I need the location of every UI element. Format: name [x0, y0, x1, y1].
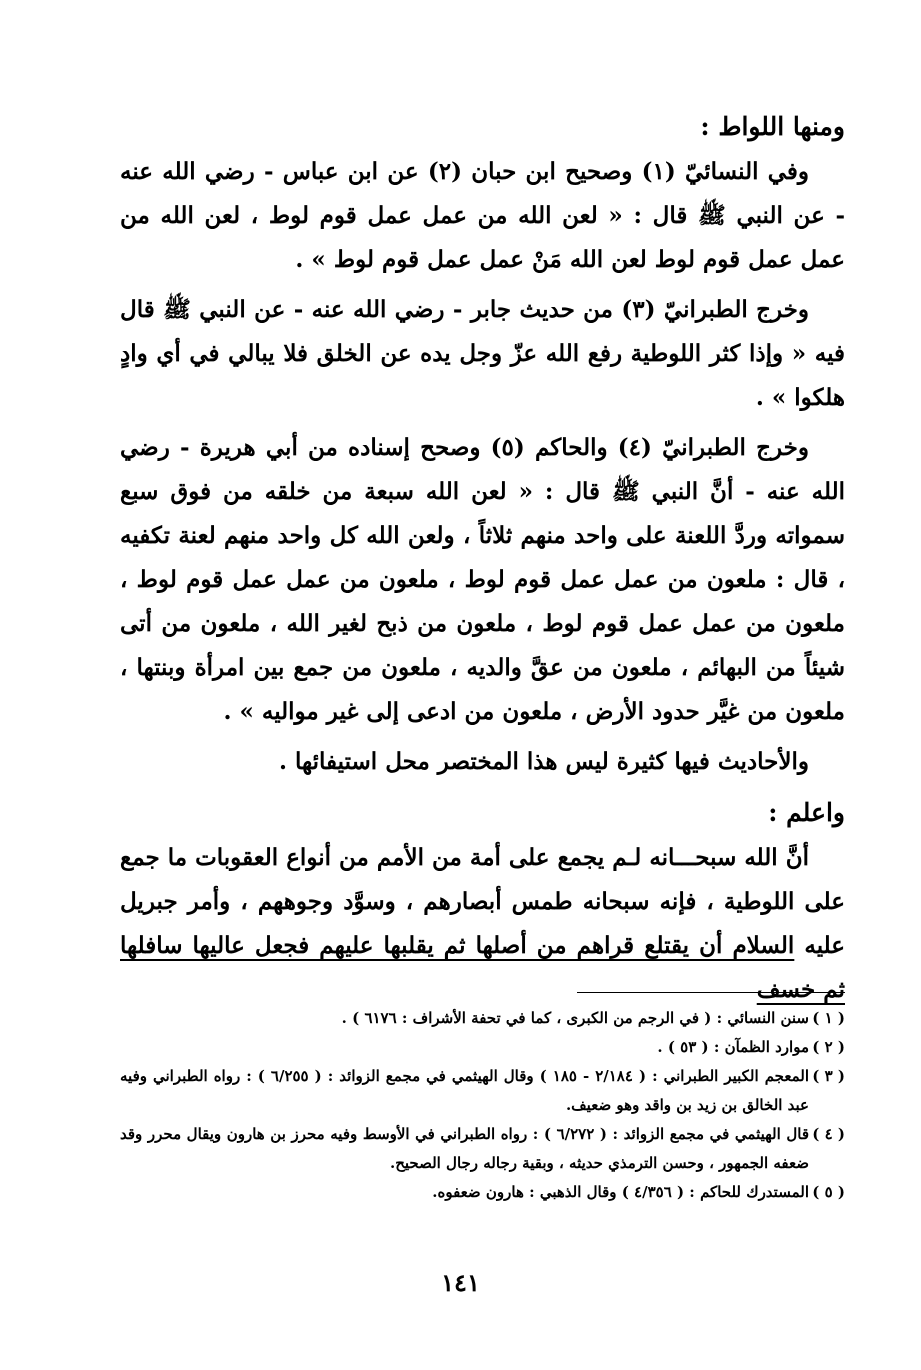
- paragraph-tabarani-jabir: وخرج الطبرانيّ (٣) من حديث جابر - رضي الله عنه - عن النبي ﷺ قال فيه « وإذا كثر اللوطية رفع الله عزّ وجل يده عن الخلق فلا يبالي في أي وادٍ هلكوا » .: [120, 296, 845, 411]
- main-text: [120, 104, 845, 1012]
- section-heading-know: واعلم :: [768, 798, 845, 827]
- paragraph-tabarani-hakim: وخرج الطبرانيّ (٤) والحاكم (٥) وصحح إسناده من أبي هريرة - رضي الله عنه - أنَّ النبي ﷺ قال : « لعن الله سبعة من خلقه من فوق سبع سمواته وردَّ اللعنة على واحد منهم ثلاثاً ، ولعن الله كل واحد منهم لعنة تكفيه ، قال : ملعون من عمل عمل قوم لوط ، ملعون من عمل عمل قوم لوط ، ملعون من عمل عمل قوم لوط ، ملعون من ذبح لغير الله ، ملعون من أتى شيئاً من البهائم ، ملعون من عقَّ والديه ، ملعون من جمع بين امرأة وبنتها ، ملعون من غيَّر حدود الأرض ، ملعون من ادعى إلى غير مواليه » .: [120, 434, 845, 725]
- footnote-number: ( ٤ ): [812, 1125, 845, 1143]
- footnote-number: ( ٣ ): [812, 1067, 845, 1085]
- footnotes: [120, 1004, 845, 1207]
- footnote-4: [120, 1120, 845, 1178]
- paragraph-punishments: [120, 836, 845, 1012]
- footnote-text: المستدرك للحاكم : ( ٤/٣٥٦ ) وقال الذهبي : هارون ضعفوه.: [432, 1183, 809, 1201]
- paragraph-punishments-text: أنَّ الله سبحـــانه لـم يجمع على أمة من الأمم من أنواع العقوبات ما جمع على اللوطية ، فإنه سبحانه طمس أبصارهم ، وسوَّد وجوههم ، وأمر جبريل عليه: [120, 844, 845, 959]
- page-number: ١٤١: [441, 1268, 480, 1297]
- paragraph-nasai-hadith: وفي النسائيّ (١) وصحيح ابن حبان (٢) عن ابن عباس - رضي الله عنه - عن النبي ﷺ قال : « لعن الله من عمل عمل قوم لوط ، لعن الله من عمل عمل قوم لوط لعن الله مَنْ عمل عمل قوم لوط » .: [120, 158, 845, 273]
- footnote-text: موارد الظمآن : ( ٥٣ ) .: [657, 1038, 809, 1056]
- footnote-text: قال الهيثمي في مجمع الزوائد : ( ٦/٢٧٢ ) : رواه الطبراني في الأوسط وفيه محرز بن هارون ويقال محرر وقد ضعفه الجمهور ، وحسن الترمذي حديثه ، وبقية رجاله رجال الصحيح.: [120, 1125, 810, 1172]
- footnote-3: [120, 1062, 845, 1120]
- footnote-number: ( ٥ ): [812, 1183, 845, 1201]
- footnote-text: سنن النسائي : ( في الرجم من الكبرى ، كما في تحفة الأشراف : ٦١٧٦ ) .: [341, 1009, 809, 1027]
- footnote-divider: [577, 992, 845, 993]
- footnote-number: ( ٢ ): [812, 1038, 845, 1056]
- section-heading-liwat: ومنها اللواط :: [700, 112, 845, 141]
- footnote-text: المعجم الكبير الطبراني : ( ٢/١٨٤ - ١٨٥ ) وقال الهيثمي في مجمع الزوائد : ( ٦/٢٥٥ ) : رواه الطبراني وفيه عبد الخالق بن زيد بن واقد وهو ضعيف.: [120, 1067, 810, 1114]
- footnote-2: [120, 1033, 845, 1062]
- paragraph-punishments-last-line: السلام أن يقتلع قراهم من أصلها ثم يقلبها عليهم فجعل عاليها سافلها ثم خسف: [120, 932, 845, 1003]
- footnote-5: [120, 1178, 845, 1207]
- paragraph-ahadith-note: والأحاديث فيها كثيرة ليس هذا المختصر محل استيفائها .: [278, 748, 809, 775]
- footnote-1: [120, 1004, 845, 1033]
- footnote-number: ( ١ ): [812, 1009, 845, 1027]
